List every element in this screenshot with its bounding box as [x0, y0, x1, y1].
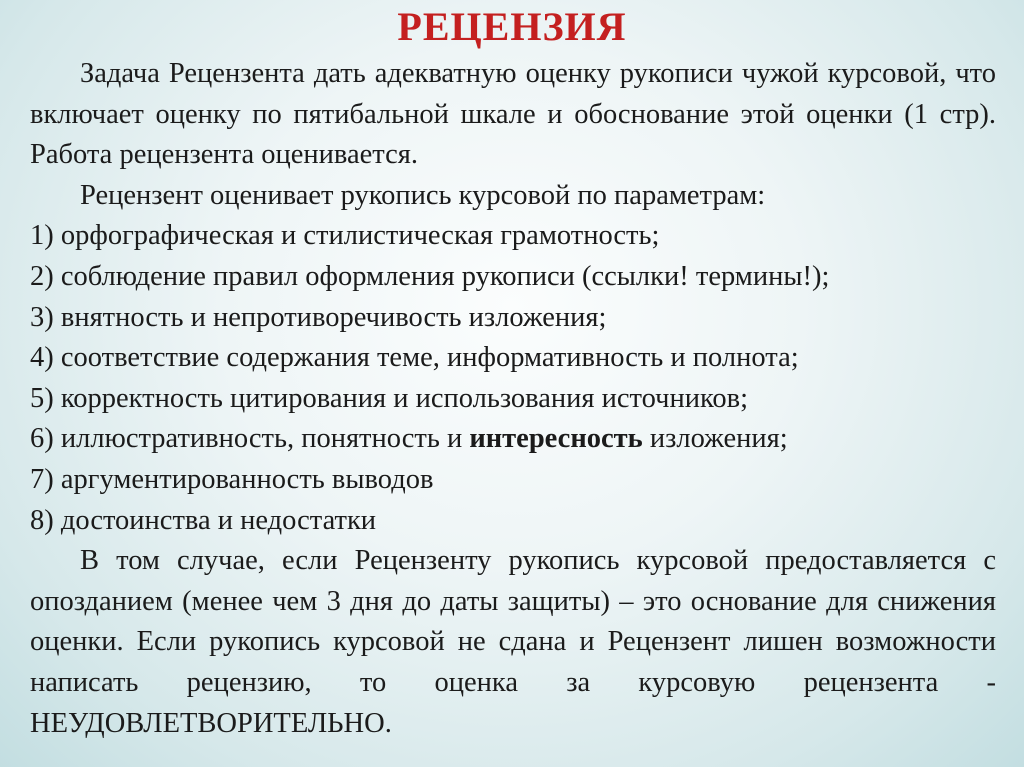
criteria-item-6-emphasis: интересность: [469, 423, 643, 455]
criteria-item-8: 8) достоинства и недостатки: [30, 504, 377, 536]
criteria-item-5: 5) корректность цитирования и использования источников;: [30, 382, 748, 414]
criteria-item-6-start: 6) иллюстративность, понятность и: [30, 423, 470, 455]
criteria-item-1: 1) орфографическая и стилистическая грамотность;: [30, 220, 660, 252]
slide-title: РЕЦЕНЗИЯ: [397, 4, 627, 49]
criteria-item-3: 3) внятность и непротиворечивость изложения;: [30, 301, 607, 333]
criteria-item-4: 4) соответствие содержания теме, информативность и полнота;: [30, 342, 799, 374]
criteria-list: [30, 216, 996, 541]
criteria-heading: Рецензент оценивает рукопись курсовой по параметрам:: [80, 179, 766, 211]
intro-paragraph: Задача Рецензента дать адекватную оценку рукописи чужой курсовой, что включает оценку по пятибальной шкале и обоснование этой оценки (1 стр). Работа рецензента оценивается.: [30, 58, 996, 171]
criteria-item-7: 7) аргументированность выводов: [30, 463, 434, 495]
criteria-item-2: 2) соблюдение правил оформления рукописи (ссылки! термины!);: [30, 260, 830, 292]
criteria-item-6: [30, 419, 996, 460]
slide-body: [30, 54, 996, 744]
criteria-item-6-end: изложения;: [642, 423, 788, 455]
closing-paragraph: В том случае, если Рецензенту рукопись курсовой предоставляется с опозданием (менее чем 3 дня до даты защиты) – это основание для снижения оценки. Если рукопись курсовой не сдана и Рецензент лишен возможности написать рецензию, то оценка за курсовую рецензента - НЕУДОВЛЕТВОРИТЕЛЬНО.: [30, 545, 996, 739]
